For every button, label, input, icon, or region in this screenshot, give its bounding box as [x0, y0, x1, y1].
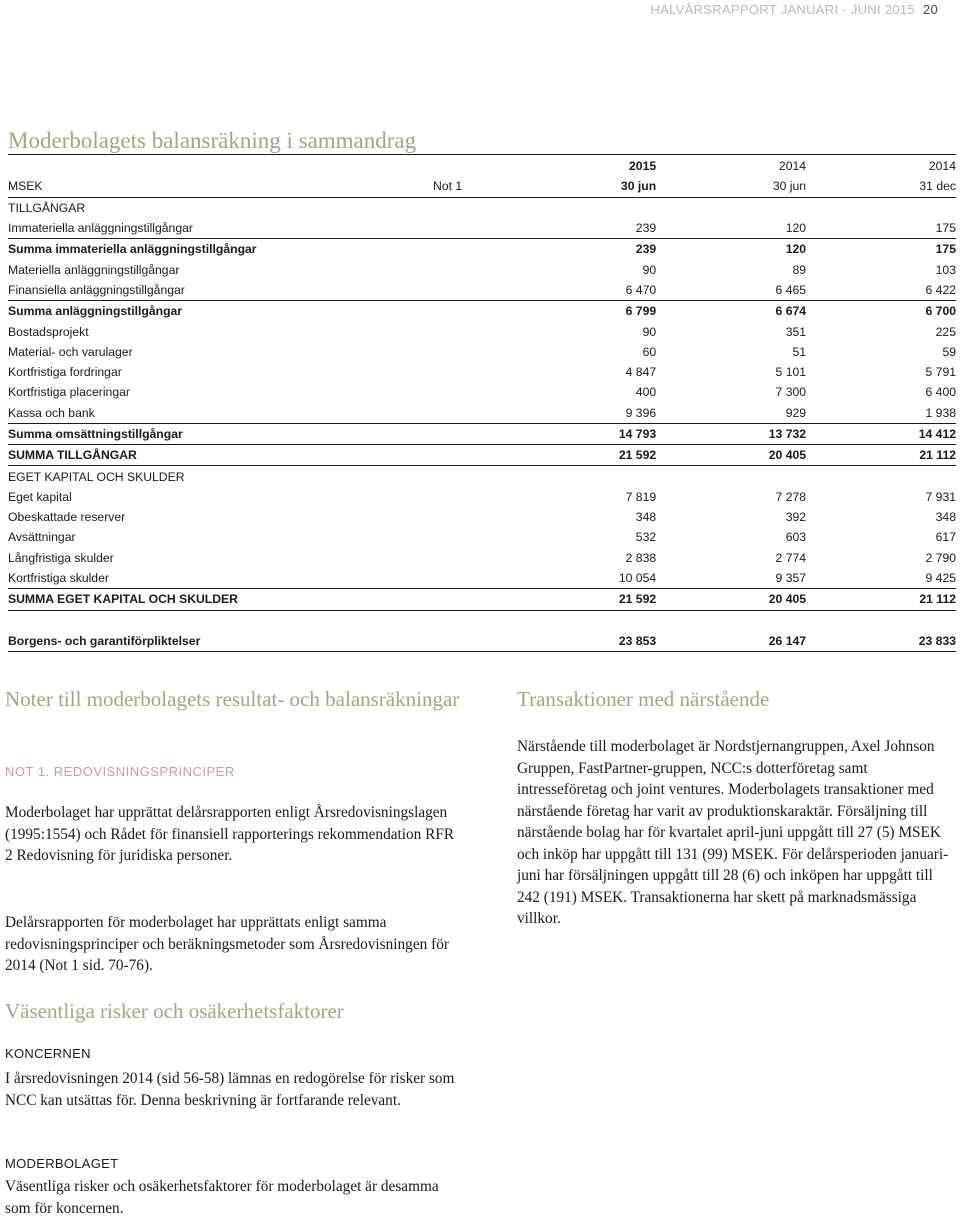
- header-year-c1: 2015: [629, 159, 657, 174]
- parent-heading: MODERBOLAGET: [5, 1156, 119, 1171]
- table-row: Eget kapital 7 819 7 278 7 931: [8, 489, 956, 504]
- parent-paragraph: Väsentliga risker och osäkerhetsfaktorer för moderbolaget är desamma som för koncernen.: [5, 1178, 439, 1217]
- header-row-year: [8, 156, 956, 176]
- spacer-row: [8, 610, 956, 631]
- table-row: Kortfristiga skulder 10 054 9 357 9 425: [8, 568, 956, 589]
- note1-heading: NOT 1. REDOVISNINGSPRINCIPER: [5, 764, 235, 779]
- note1-paragraph-1: Moderbolaget har upprättat delårsrapporten enligt Årsredovisningslagen (1995:1554) och Rådet för finansiell rapporterings rekommendation RFR 2 Redovisning för juridiska personer.: [5, 804, 455, 864]
- header-date-c2: 30 jun: [656, 176, 806, 197]
- group-heading: KONCERNEN: [5, 1046, 91, 1061]
- note1-paragraph-2: Delårsrapporten för moderbolaget har upprättats enligt samma redovisningsprinciper och beräkningsmetoder som Årsredovisningen för 2014 (Not 1 sid. 70-76).: [5, 914, 449, 974]
- table-row: Finansiella anläggningstillgångar 6 470 6 465 6 422: [8, 280, 956, 301]
- header-row-date: [8, 176, 956, 197]
- header-date-c3: 31 dec: [806, 176, 956, 197]
- section-heading-equity-liabilities: EGET KAPITAL OCH SKULDER: [8, 469, 185, 484]
- header-unit: MSEK: [8, 176, 423, 197]
- table-row: Materiella anläggningstillgångar 90 89 103: [8, 262, 956, 277]
- table-row: Kortfristiga placeringar 400 7 300 6 400: [8, 385, 956, 400]
- total-assets-row: SUMMA TILLGÅNGAR 21 592 20 405 21 112: [8, 445, 956, 466]
- table-row: Kassa och bank 9 396 929 1 938: [8, 403, 956, 424]
- subtotal-row: Summa omsättningstillgångar 14 793 13 732 14 412: [8, 423, 956, 444]
- table-row: Kortfristiga fordringar 4 847 5 101 5 791: [8, 365, 956, 380]
- related-party-paragraph: Närstående till moderbolaget är Nordstjernangruppen, Axel Johnson Gruppen, FastPartner-gruppen, NCC:s dotterföretag samt intresseföretag och joint ventures. Moderbolagets transaktioner med närstående företag har varit av produktionskaraktär. Försäljning till närstående bolag har för kvartalet april-juni uppgått till 27 (5) MSEK och inköp har uppgått till 131 (99) MSEK. För delårsperioden januari-juni har försäljningen uppgått till 28 (6) och inköpen har uppgått till 242 (191) MSEK. Transaktionerna har skett på marknadsmässiga villkor.: [517, 738, 949, 927]
- header-note: Not 1: [423, 176, 462, 197]
- table-row: Bostadsprojekt 90 351 225: [8, 324, 956, 339]
- total-equity-liabilities-row: SUMMA EGET KAPITAL OCH SKULDER 21 592 20 405 21 112: [8, 589, 956, 610]
- subtotal-row: Summa immateriella anläggningstillgångar 239 120 175: [8, 242, 956, 257]
- subtotal-row: Summa anläggningstillgångar 6 799 6 674 6 700: [8, 304, 956, 319]
- table-row: Avsättningar 532 603 617: [8, 530, 956, 545]
- group-paragraph: I årsredovisningen 2014 (sid 56-58) lämnas en redogörelse för risker som NCC kan utsättas för. Denna beskrivning är fortfarande relevant.: [5, 1070, 455, 1109]
- balance-sheet-title: Moderbolagets balansräkning i sammandrag: [8, 128, 417, 153]
- header-date-c1: 30 jun: [462, 176, 656, 197]
- page-number: 20: [922, 2, 938, 17]
- header-year-c2: 2014: [778, 159, 807, 174]
- related-party-heading: Transaktioner med närstående: [517, 687, 770, 711]
- page-header: [650, 2, 938, 17]
- balance-sheet-table: [8, 156, 956, 652]
- header-year-c3: 2014: [928, 159, 956, 174]
- risks-heading: Väsentliga risker och osäkerhetsfaktorer: [5, 999, 344, 1023]
- table-row: Långfristiga skulder 2 838 2 774 2 790: [8, 550, 956, 565]
- title-rule: [8, 154, 956, 155]
- guarantees-row: Borgens- och garantiförpliktelser 23 853 26 147 23 833: [8, 631, 956, 652]
- report-title: HALVÅRSRAPPORT JANUARI - JUNI 2015: [650, 2, 915, 17]
- notes-heading: Noter till moderbolagets resultat- och balansräkningar: [5, 687, 460, 711]
- table-row: Material- och varulager 60 51 59: [8, 344, 956, 359]
- table-row: Immateriella anläggningstillgångar 239 120 175: [8, 218, 956, 239]
- table-row: Obeskattade reserver 348 392 348: [8, 510, 956, 525]
- section-heading-assets: TILLGÅNGAR: [8, 200, 86, 215]
